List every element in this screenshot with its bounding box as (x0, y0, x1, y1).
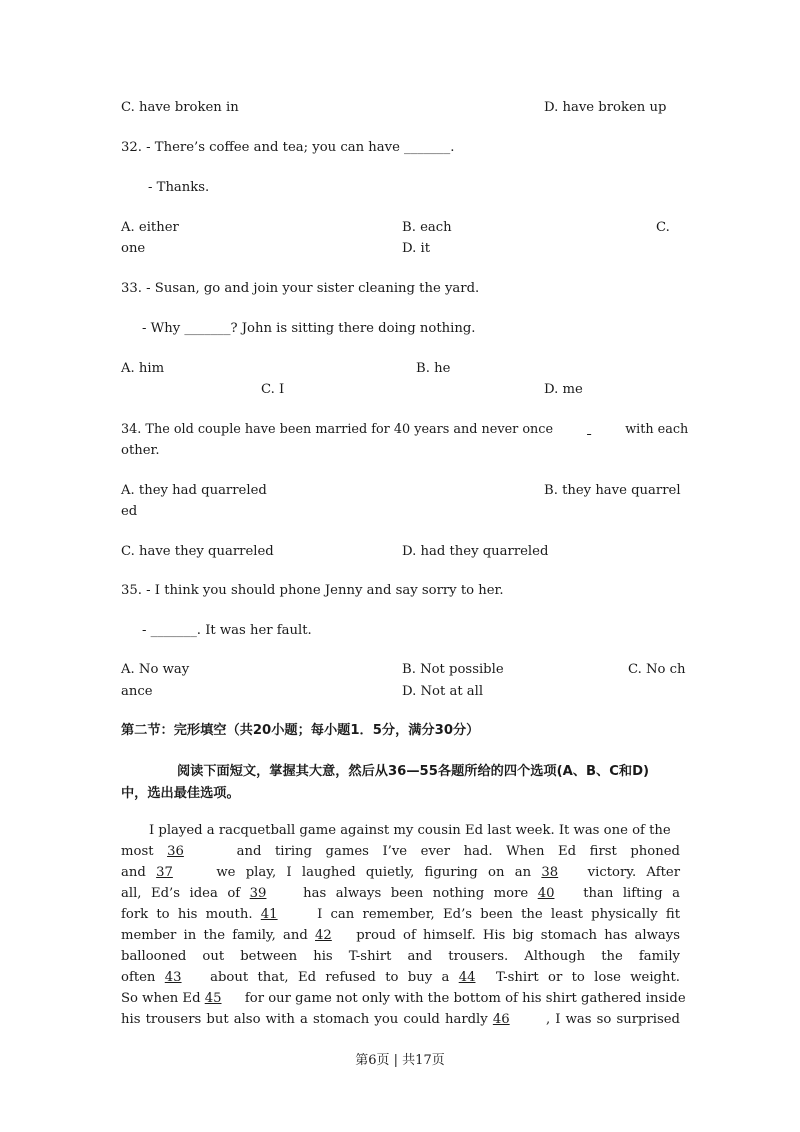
q35-option-c-wrap: ance (121, 684, 153, 699)
q34-blank (557, 422, 621, 438)
q33-stem: 33. - Susan, go and join your sister cleaning the yard. (121, 281, 480, 296)
q31-option-c: C. have broken in (121, 100, 239, 115)
q34-option-c: C. have they quarreled (121, 544, 274, 559)
section-heading: 第二节：完形填空（共20小题；每小题1．5分，满分30分） (121, 723, 480, 738)
passage-line: most 36 and tiring games I’ve ever had. When Ed first phoned (121, 844, 680, 859)
blank-38: 38 (541, 865, 559, 880)
q34-stem: 34. The old couple have been married for 40 years and never once with each (121, 422, 689, 437)
blank-45: 45 (204, 991, 222, 1006)
section-instruction: 阅读下面短文，掌握其大意，然后从36—55各题所给的四个选项(A、B、C和D) (177, 764, 650, 779)
q35-option-c: C. No ch (628, 662, 686, 677)
q33-option-d: D. me (544, 382, 583, 397)
q33-option-b: B. he (416, 361, 451, 376)
q35-option-d: D. Not at all (402, 684, 484, 699)
q34-stem-wrap: other. (121, 443, 160, 458)
blank-36: 36 (167, 844, 184, 859)
q33-option-a: A. him (121, 361, 165, 376)
passage-line: member in the family, and 42 proud of himself. His big stomach has always (121, 928, 681, 943)
q35-option-a: A. No way (121, 662, 190, 677)
q32-option-c-wrap: one (121, 241, 146, 256)
q33-reply: - Why _______? John is sitting there doing nothing. (142, 321, 476, 336)
q35-option-b: B. Not possible (402, 662, 504, 677)
q32-option-b: B. each (402, 220, 452, 235)
q31-option-d: D. have broken up (544, 100, 667, 115)
passage-line: So when Ed 45 for our game not only with the bottom of his shirt gathered inside (121, 991, 686, 1006)
q35-stem: 35. - I think you should phone Jenny and say sorry to her. (121, 583, 504, 598)
blank-41: 41 (260, 907, 278, 922)
q32-option-c: C. (656, 220, 670, 235)
passage-line: his trousers but also with a stomach you could hardly 46 , I was so surprised (121, 1012, 680, 1027)
q34-option-b-wrap: ed (121, 504, 138, 519)
q32-option-d: D. it (402, 241, 431, 256)
q32-reply: - Thanks. (148, 180, 210, 195)
blank-44: 44 (458, 970, 476, 985)
q34-option-d: D. had they quarreled (402, 544, 549, 559)
page-footer: 第6页 | 共17页 (355, 1053, 445, 1068)
blank-46: 46 (492, 1012, 510, 1027)
passage-line: I played a racquetball game against my cousin Ed last week. It was one of the (149, 823, 671, 838)
q32-stem: 32. - There’s coffee and tea; you can have _______. (121, 140, 455, 155)
blank-39: 39 (249, 886, 267, 901)
passage-line: fork to his mouth. 41 I can remember, Ed’s been the least physically fit (121, 907, 680, 922)
section-instruction-wrap: 中，选出最佳选项。 (121, 786, 240, 801)
blank-40: 40 (537, 886, 555, 901)
blank-43: 43 (164, 970, 182, 985)
q32-option-a: A. either (121, 220, 179, 235)
passage-line: all, Ed’s idea of 39 has always been nothing more 40 than lifting a (121, 886, 680, 901)
passage-line: and 37 we play, I laughed quietly, figuring on an 38 victory. After (121, 865, 680, 880)
q35-reply: - _______. It was her fault. (142, 623, 312, 638)
q34-option-b: B. they have quarrel (544, 483, 681, 498)
q34-option-a: A. they had quarreled (121, 483, 267, 498)
q33-option-c: C. I (261, 382, 285, 397)
blank-37: 37 (156, 865, 173, 880)
passage-line: ballooned out between his T-shirt and trousers. Although the family (121, 949, 680, 964)
blank-42: 42 (315, 928, 332, 943)
passage-line: often 43 about that, Ed refused to buy a 44 T-shirt or to lose weight. (121, 970, 680, 985)
